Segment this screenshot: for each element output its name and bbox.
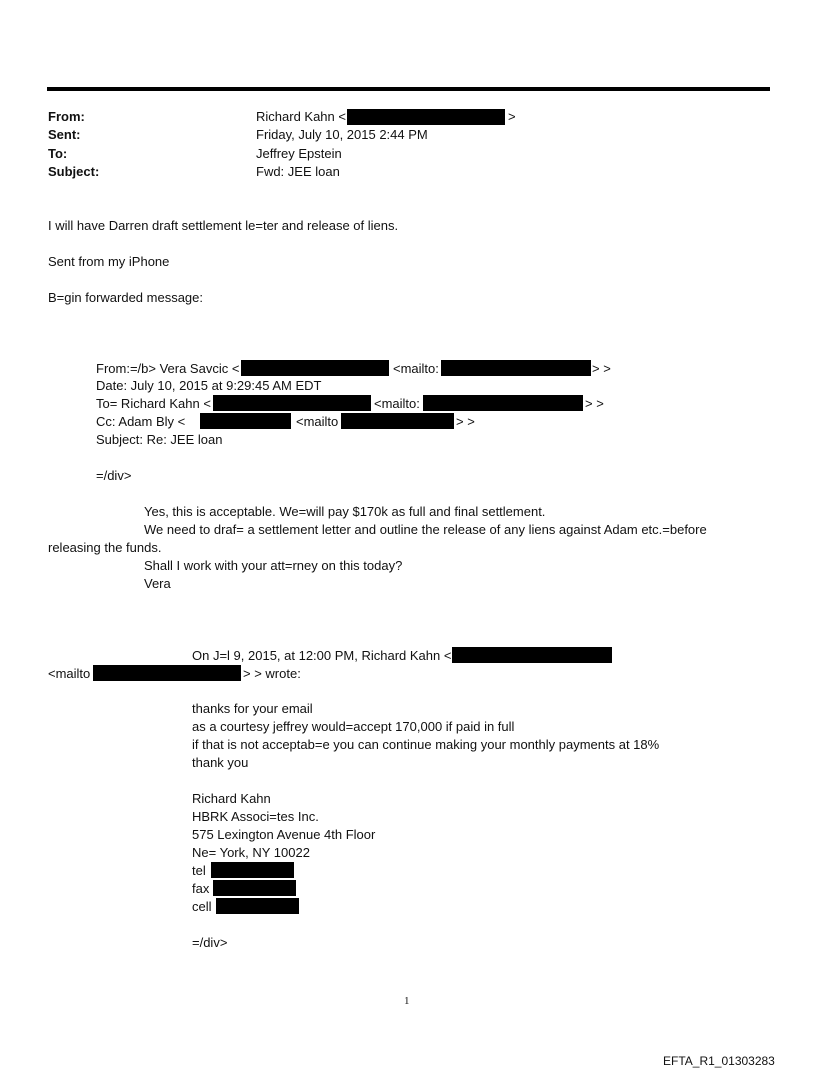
fwd-div: =/div> — [96, 468, 132, 483]
fwd-message-line: Shall I work with your att=rney on this today? — [144, 558, 403, 573]
fwd-cc-end: > > — [456, 414, 475, 429]
quoted-message-line: thank you — [192, 755, 249, 770]
sent-label: Sent: — [48, 127, 81, 142]
to-label: To: — [48, 146, 68, 161]
redaction-bar — [441, 360, 591, 376]
redaction-bar — [200, 413, 291, 429]
from-value: Richard Kahn < — [256, 109, 346, 124]
redaction-bar — [347, 109, 505, 125]
redaction-bar — [216, 898, 299, 914]
quoted-message-line: as a courtesy jeffrey would=accept 170,000 if paid in full — [192, 719, 515, 734]
quoted-message-line: thanks for your email — [192, 701, 313, 716]
subject-label: Subject: — [48, 164, 100, 179]
fwd-date: Date: July 10, 2015 at 9:29:45 AM EDT — [96, 378, 322, 393]
signature-fax-label: fax — [192, 881, 210, 896]
from-close: > — [508, 109, 516, 124]
fwd-cc: Cc: Adam Bly < — [96, 414, 186, 429]
fwd-message-line: Yes, this is acceptable. We=will pay $170k as full and final settlement. — [144, 504, 546, 519]
bates-number: EFTA_R1_01303283 — [663, 1054, 775, 1068]
fwd-subject: Subject: Re: JEE loan — [96, 432, 223, 447]
body-line: I will have Darren draft settlement le=ter and release of liens. — [48, 218, 399, 233]
signature-address: 575 Lexington Avenue 4th Floor — [192, 827, 376, 842]
signature-tel-label: tel — [192, 863, 206, 878]
redaction-bar — [213, 395, 371, 411]
subject-value: Fwd: JEE loan — [256, 164, 340, 179]
quoted-div: =/div> — [192, 935, 228, 950]
fwd-message-line: We need to draf= a settlement letter and outline the release of any liens against Adam etc.=before — [144, 522, 707, 537]
redaction-bar — [452, 647, 612, 663]
fwd-message-line: Vera — [144, 576, 171, 591]
redaction-bar — [341, 413, 454, 429]
signature-company: HBRK Associ=tes Inc. — [192, 809, 319, 824]
sent-value: Friday, July 10, 2015 2:44 PM — [256, 127, 428, 142]
page-number: 1 — [404, 995, 410, 1007]
redaction-bar — [93, 665, 241, 681]
quoted-on-line: On J=l 9, 2015, at 12:00 PM, Richard Kahn < — [192, 648, 452, 663]
redaction-bar — [241, 360, 389, 376]
redaction-bar — [213, 880, 296, 896]
quoted-message-line: if that is not acceptab=e you can continue making your monthly payments at 18% — [192, 737, 660, 752]
body-line: Sent from my iPhone — [48, 254, 170, 269]
quoted-wrote: > > wrote: — [243, 666, 301, 681]
signature-name: Richard Kahn — [192, 791, 271, 806]
signature-cell-label: cell — [192, 899, 212, 914]
fwd-message-line: releasing the funds. — [48, 540, 162, 555]
redaction-bar — [423, 395, 583, 411]
fwd-from-end: > > — [592, 361, 611, 376]
fwd-to-end: > > — [585, 396, 604, 411]
quoted-mailto: <mailto — [48, 666, 91, 681]
header-rule — [47, 87, 770, 91]
signature-address: Ne= York, NY 10022 — [192, 845, 310, 860]
from-label: From: — [48, 109, 85, 124]
fwd-from-mailto: <mailto: — [393, 361, 439, 376]
body-line: B=gin forwarded message: — [48, 290, 204, 305]
fwd-to: To= Richard Kahn < — [96, 396, 211, 411]
redaction-bar — [211, 862, 294, 878]
to-value: Jeffrey Epstein — [256, 146, 342, 161]
fwd-from: From:=/b> Vera Savcic < — [96, 361, 240, 376]
fwd-to-mailto: <mailto: — [374, 396, 420, 411]
fwd-cc-mailto: <mailto — [296, 414, 339, 429]
